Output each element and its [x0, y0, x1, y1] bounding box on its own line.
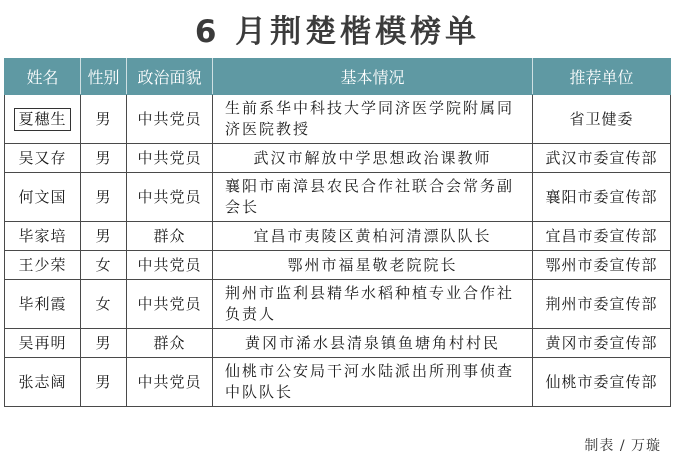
info-cell: 鄂州市福星敬老院院长: [213, 251, 533, 280]
party-cell: 群众: [127, 222, 213, 251]
table-row: [5, 251, 671, 280]
party-cell: 中共党员: [127, 358, 213, 407]
table-row: [5, 173, 671, 222]
name-cell: 吴又存: [5, 144, 81, 173]
unit-cell: 黄冈市委宣传部: [533, 329, 671, 358]
column-header-gender: 性别: [81, 59, 127, 95]
party-cell: 中共党员: [127, 280, 213, 329]
honor-list-table: [4, 58, 671, 407]
unit-cell: 襄阳市委宣传部: [533, 173, 671, 222]
unit-cell: 武汉市委宣传部: [533, 144, 671, 173]
name-cell: 毕利霞: [5, 280, 81, 329]
unit-cell: 省卫健委: [533, 95, 671, 144]
table-header-row: [5, 59, 671, 95]
name-text: 夏穗生: [14, 108, 70, 131]
info-cell: 武汉市解放中学思想政治课教师: [213, 144, 533, 173]
name-cell: 何文国: [5, 173, 81, 222]
gender-cell: 女: [81, 280, 127, 329]
name-cell: [5, 95, 81, 144]
table-row: [5, 222, 671, 251]
column-header-unit: 推荐单位: [533, 59, 671, 95]
table-row: [5, 329, 671, 358]
unit-cell: 宜昌市委宣传部: [533, 222, 671, 251]
info-cell: 宜昌市夷陵区黄柏河清漂队队长: [213, 222, 533, 251]
info-cell: 黄冈市浠水县清泉镇鱼塘角村村民: [213, 329, 533, 358]
info-cell: 仙桃市公安局干河水陆派出所刑事侦查中队队长: [213, 358, 533, 407]
table-row: [5, 144, 671, 173]
info-cell: 襄阳市南漳县农民合作社联合会常务副会长: [213, 173, 533, 222]
gender-cell: 男: [81, 144, 127, 173]
party-cell: 中共党员: [127, 144, 213, 173]
info-cell: 生前系华中科技大学同济医学院附属同济医院教授: [213, 95, 533, 144]
name-cell: 王少荣: [5, 251, 81, 280]
gender-cell: 女: [81, 251, 127, 280]
gender-cell: 男: [81, 173, 127, 222]
column-header-party: 政治面貌: [127, 59, 213, 95]
party-cell: 群众: [127, 329, 213, 358]
party-cell: 中共党员: [127, 95, 213, 144]
unit-cell: 鄂州市委宣传部: [533, 251, 671, 280]
table-row: [5, 280, 671, 329]
unit-cell: 仙桃市委宣传部: [533, 358, 671, 407]
page-title: 6 月荆楚楷模榜单: [194, 14, 481, 50]
name-cell: 张志阔: [5, 358, 81, 407]
table-row: [5, 95, 671, 144]
party-cell: 中共党员: [127, 173, 213, 222]
gender-cell: 男: [81, 358, 127, 407]
gender-cell: 男: [81, 95, 127, 144]
gender-cell: 男: [81, 222, 127, 251]
info-cell: 荆州市监利县精华水稻种植专业合作社负责人: [213, 280, 533, 329]
column-header-info: 基本情况: [213, 59, 533, 95]
gender-cell: 男: [81, 329, 127, 358]
party-cell: 中共党员: [127, 251, 213, 280]
table-credit: 制表 / 万璇: [584, 438, 661, 454]
column-header-name: 姓名: [5, 59, 81, 95]
table-row: [5, 358, 671, 407]
name-cell: 毕家培: [5, 222, 81, 251]
unit-cell: 荆州市委宣传部: [533, 280, 671, 329]
name-cell: 吴再明: [5, 329, 81, 358]
